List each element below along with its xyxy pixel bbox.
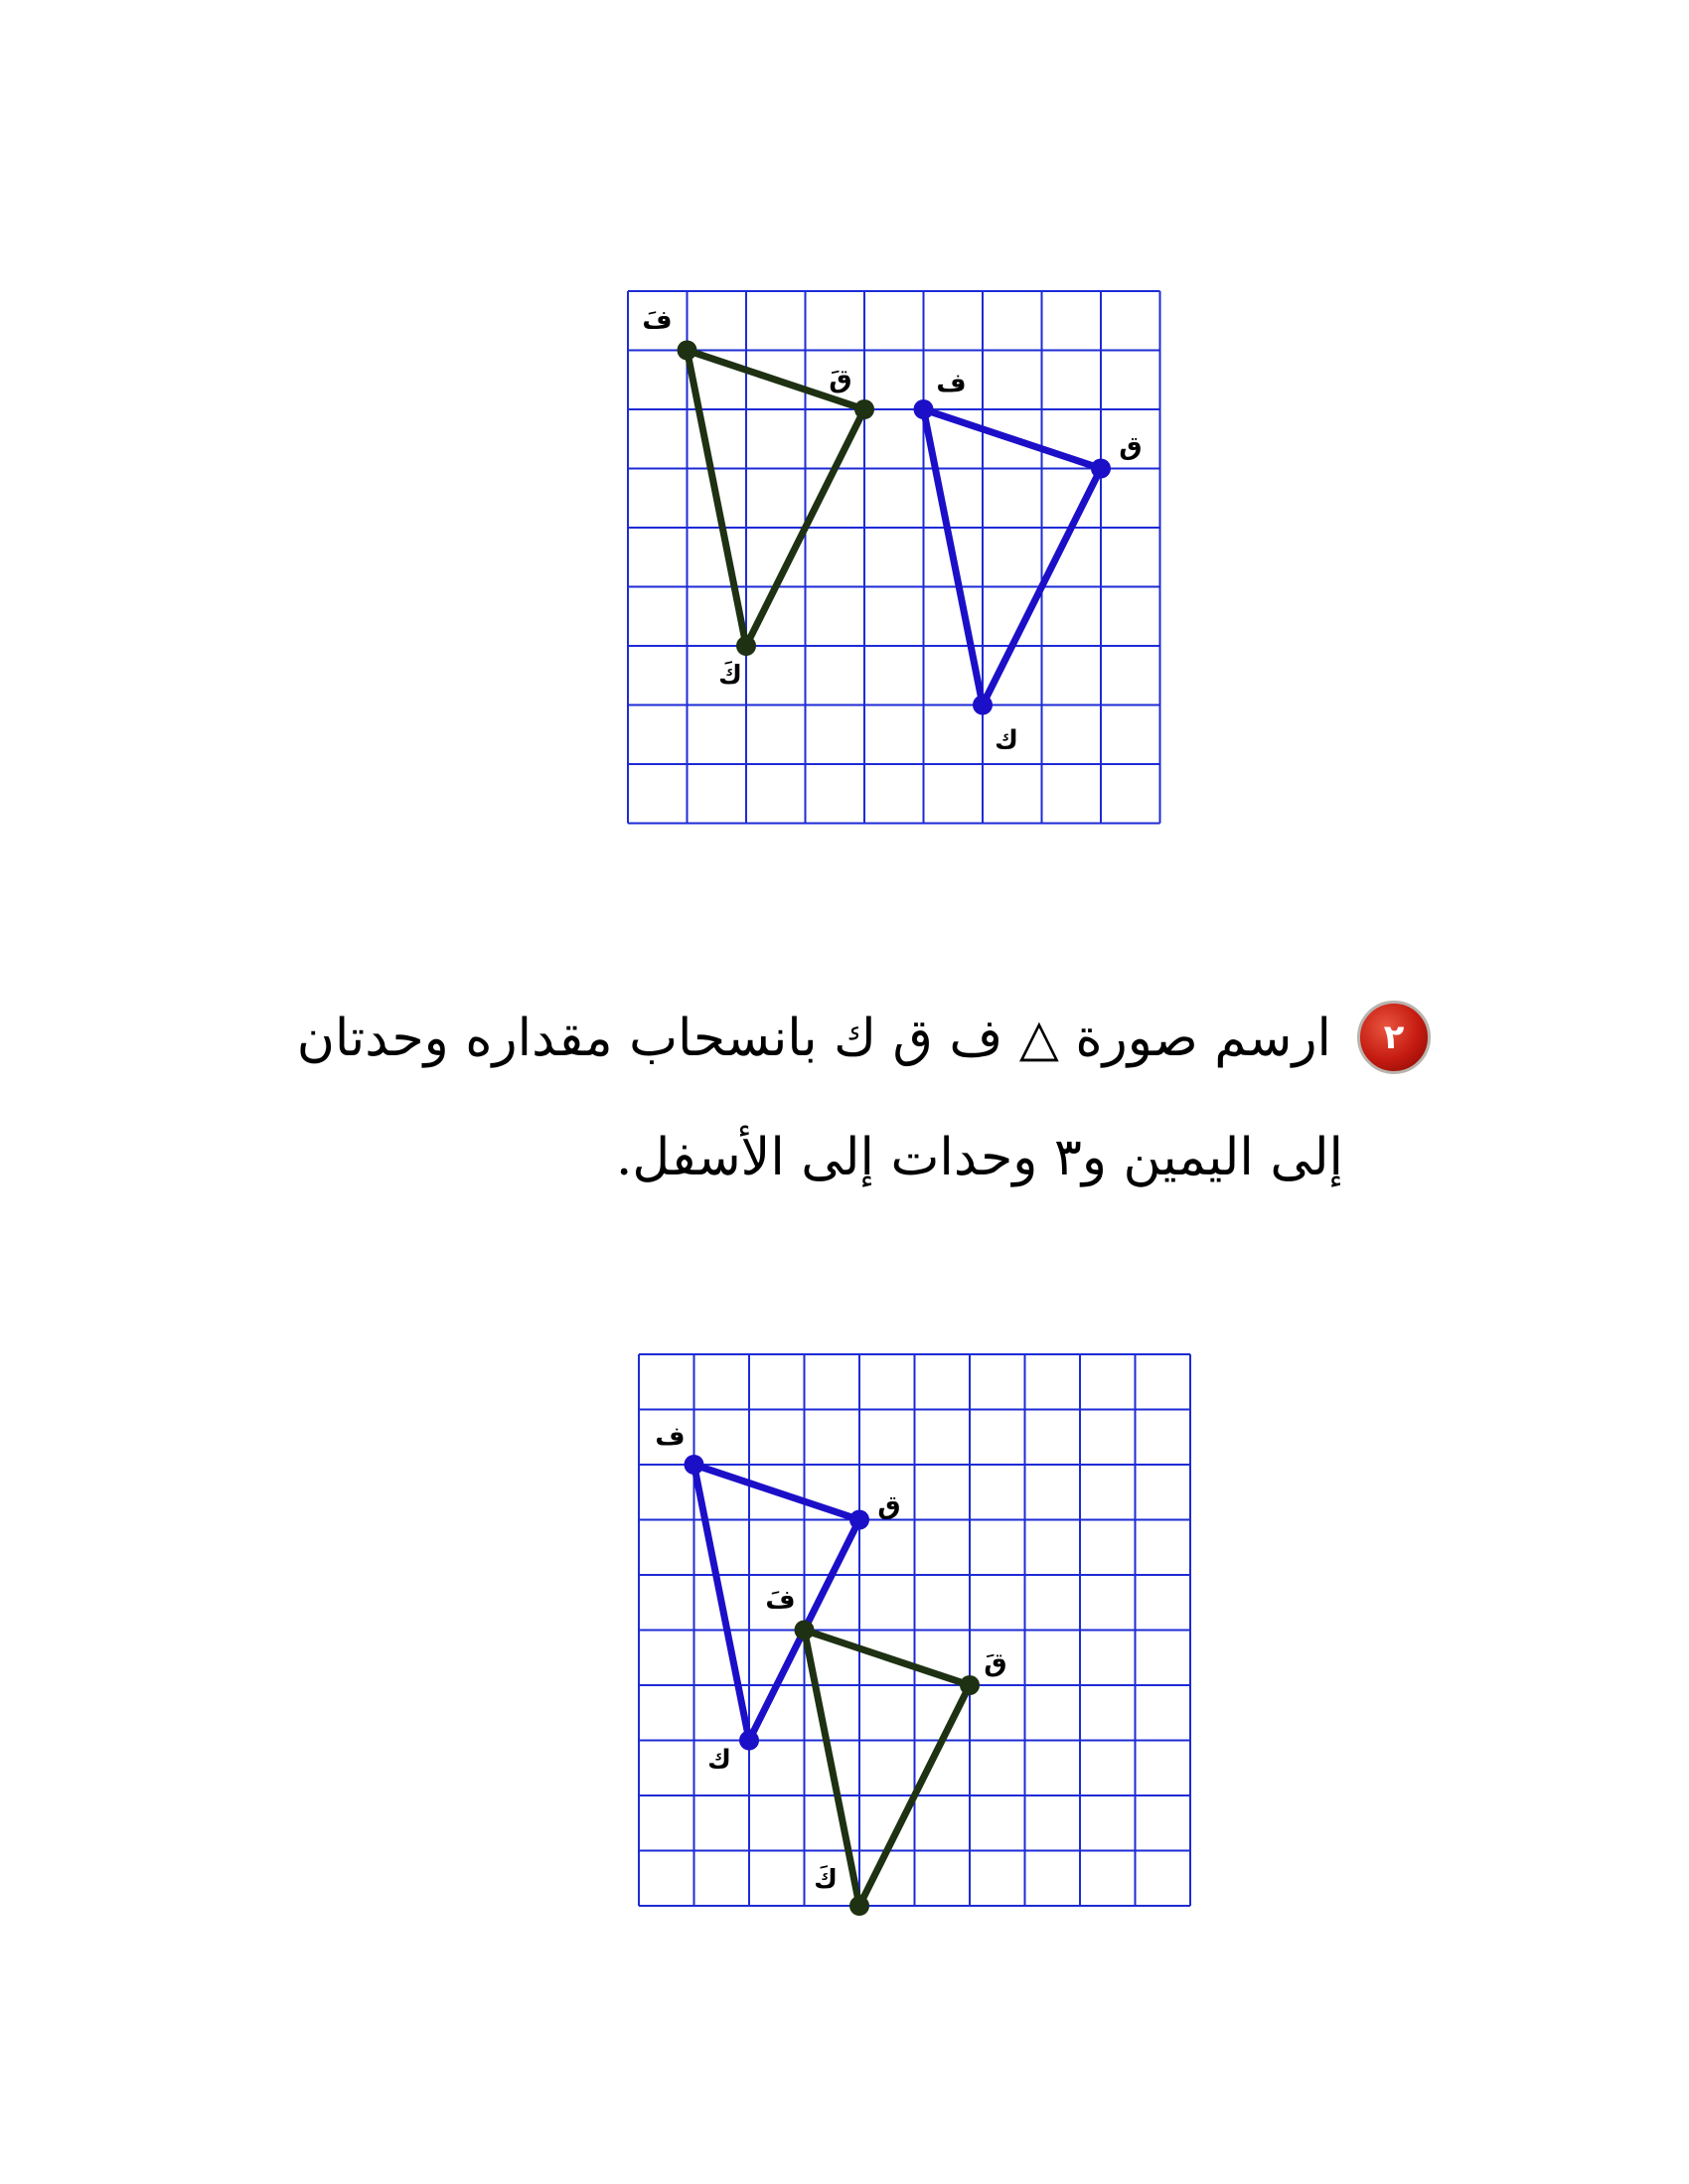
- triangles: [642, 306, 1142, 756]
- original-label-f: ف: [936, 369, 967, 398]
- question-line-2: إلى اليمين و٣ وحدات إلى الأسفل.: [615, 1128, 1343, 1187]
- image-label-k: كَ: [718, 661, 742, 691]
- original-vertex-k: [973, 696, 993, 715]
- image-label-k: كَ: [814, 1865, 838, 1895]
- image-triangle: [688, 351, 865, 647]
- image-vertex-q: [854, 399, 874, 419]
- original-label-k: ك: [707, 1745, 731, 1776]
- image-label-q: قَ: [829, 365, 852, 394]
- original-label-q: ق: [1119, 431, 1143, 462]
- image-vertex-f: [678, 341, 697, 361]
- grid-lines-2: [639, 1354, 1190, 1906]
- image-label-f: فَ: [765, 1585, 796, 1616]
- question-number-badge: ٢: [1357, 1001, 1431, 1074]
- original-label-q: ق: [877, 1490, 901, 1521]
- image-label-q: قَ: [984, 1648, 1007, 1678]
- grid-lines: [628, 291, 1160, 824]
- original-vertex-k: [739, 1731, 759, 1751]
- image-label-f: فَ: [642, 305, 673, 336]
- original-vertex-f: [685, 1455, 704, 1475]
- triangles-2: [655, 1422, 1006, 1916]
- question-line-1: ارسم صورة △ ف ق ك بانسحاب مقداره وحدتان: [296, 1009, 1331, 1068]
- image-vertex-f: [795, 1621, 815, 1640]
- original-vertex-q: [849, 1510, 869, 1530]
- image-vertex-k: [849, 1896, 869, 1916]
- original-label-f: ف: [655, 1422, 686, 1452]
- original-triangle: [924, 409, 1102, 705]
- original-vertex-q: [1091, 459, 1111, 479]
- original-label-k: ك: [995, 725, 1018, 756]
- original-vertex-f: [914, 399, 934, 419]
- image-vertex-q: [960, 1675, 980, 1695]
- question-block: [296, 979, 1431, 1217]
- image-vertex-k: [736, 636, 756, 656]
